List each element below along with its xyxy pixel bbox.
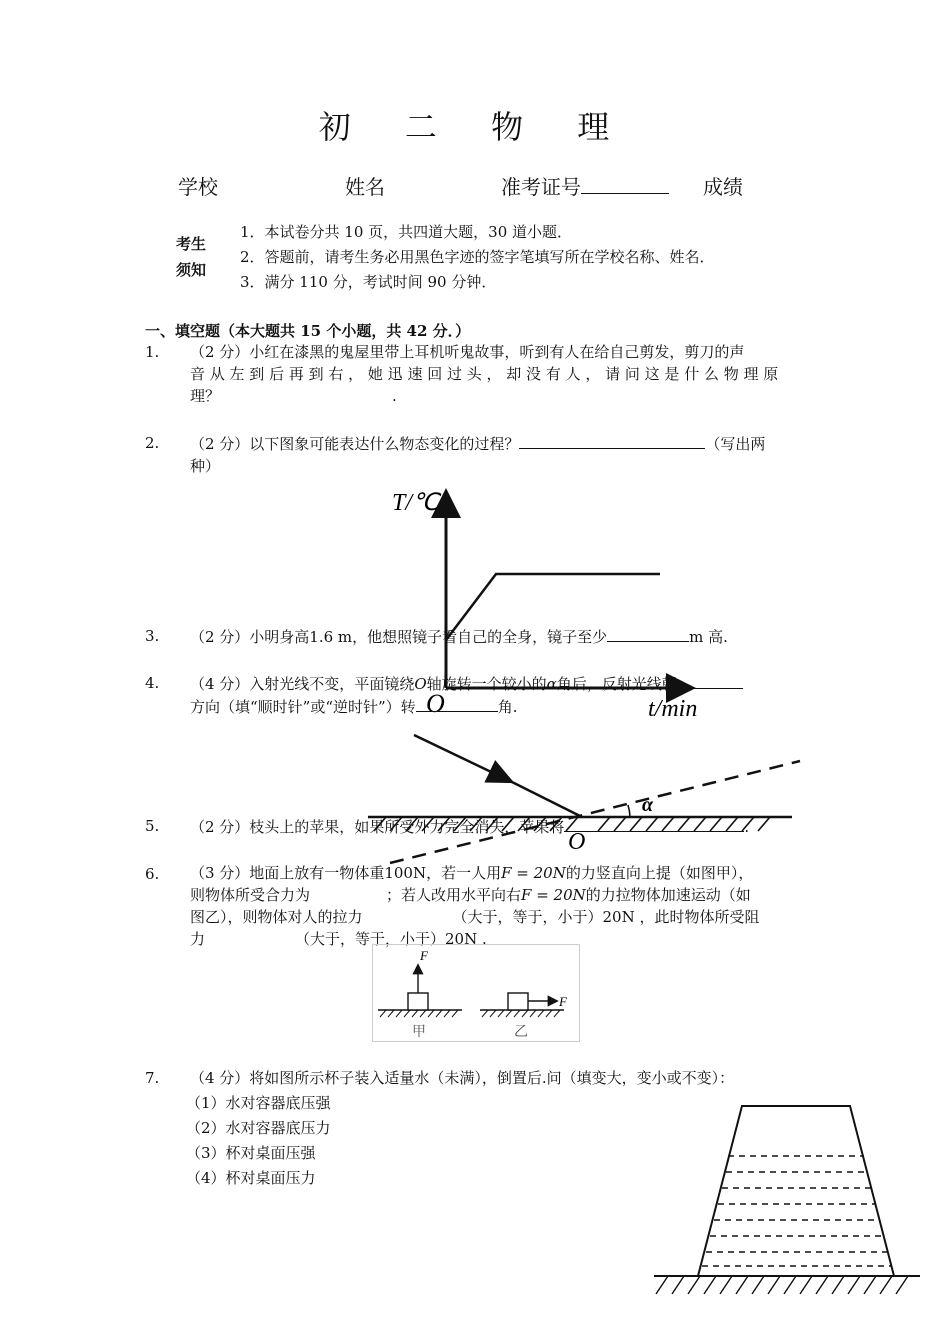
water-level-lines (702, 1156, 892, 1266)
notice-item: 2．答题前，请考生务必用黑色字迹的签字笔填写所在学校名称、姓名． (240, 248, 715, 266)
question-7-sub: （2）水对容器底压力 (186, 1119, 331, 1137)
force-value: F = 20N (501, 864, 566, 882)
answer-blank (677, 672, 743, 689)
answer-blank (416, 695, 498, 712)
question-6-text-e: ；若人改用水平向右 (386, 886, 522, 904)
question-number: 6. (145, 865, 160, 883)
name-field-label: 姓名 (345, 175, 385, 199)
force-label-yi: F (559, 994, 567, 1009)
question-4-text-d: 方向（填“顺时针”或“逆时针”）转 (190, 698, 416, 716)
school-field-label: 学校 (178, 175, 218, 199)
question-2-line: 种） (190, 457, 221, 475)
answer-blank (607, 625, 689, 642)
question-4-text-b: 轴旋转一个较小的 (426, 675, 547, 693)
question-6-text-g: 图乙），则物体对人的拉力 (190, 908, 363, 926)
question-7-sub: （3）杯对桌面压强 (186, 1144, 316, 1162)
weight-value: 100N (384, 864, 427, 882)
question-6-text (190, 862, 807, 950)
label-jia: 甲 (412, 1025, 426, 1040)
question-2-line (190, 432, 807, 455)
force-label-jia: F (420, 948, 428, 963)
question-7-sub: （4）杯对桌面压力 (186, 1169, 316, 1187)
question-number: 4. (145, 674, 160, 692)
question-6-text-j: （大于，等于，小于）20N . (295, 930, 487, 948)
question-number: 7. (145, 1069, 160, 1087)
block-yi (508, 993, 528, 1010)
incident-ray (414, 735, 510, 781)
force-diagram (372, 944, 580, 1042)
ground-hatching-yi (482, 1010, 560, 1017)
question-number: 2. (145, 434, 160, 452)
question-6-line (190, 862, 807, 884)
y-axis-label: T/℃ (392, 490, 439, 516)
question-number: 5. (145, 817, 160, 835)
exam-id-label: 准考证号 (501, 175, 581, 199)
cup-outline (698, 1106, 894, 1276)
question-number: 3. (145, 627, 160, 645)
question-3-text (190, 625, 807, 648)
force-value: F = 20N (521, 886, 586, 904)
notice-item: 1．本试卷分共 10 页，共四道大题，30 道小题． (240, 223, 573, 241)
question-6-line (190, 884, 807, 906)
ground-hatching-jia (380, 1010, 458, 1017)
question-4-text-c: 角后，反射光线朝 (556, 675, 677, 693)
question-6-text-a: （3 分）地面上放有一物体重 (190, 864, 385, 882)
question-1-line (190, 385, 807, 407)
question-2-text-b: （写出两 (705, 435, 766, 453)
pivot-label: O (568, 829, 586, 855)
question-1-line: （2 分）小红在漆黑的鬼屋里带上耳机听鬼故事，听到有人在给自己剪发，剪刀的声 (190, 343, 745, 361)
table-hatching (656, 1276, 908, 1294)
page-title: 初 二 物 理 (318, 108, 632, 146)
mirror-diagram (360, 725, 810, 875)
exam-id-field (501, 171, 669, 200)
notice-label-1: 考生 (176, 235, 207, 253)
question-6-text-f: 的力拉物体加速运动（如 (585, 886, 751, 904)
question-5-text-b: . (744, 818, 750, 836)
exam-id-blank (581, 177, 669, 194)
question-6-text-d: 则物体所受合力为 (190, 886, 311, 904)
question-6-text-h: （大于，等于，小于）20N ，此时物体所受阻 (452, 908, 760, 926)
question-4-text-a: （4 分）入射光线不变，平面镜绕 (190, 675, 415, 693)
score-field-label: 成绩 (703, 175, 743, 199)
answer-blank (564, 815, 744, 832)
notice-item: 3．满分 110 分，考试时间 90 分钟． (240, 273, 497, 291)
question-number: 1. (145, 343, 160, 361)
question-4-text (190, 672, 807, 718)
incident-ray-end (510, 781, 582, 817)
label-yi: 乙 (514, 1025, 528, 1040)
angle-label: α (642, 794, 654, 816)
question-1-line: 音 从 左 到 后 再 到 右 ， 她 迅 速 回 过 头 ， 却 没 有 人 ， 请 问 这 是 什 么 物 理 原 (190, 365, 779, 383)
question-2-text (190, 432, 807, 477)
block-jia (408, 993, 428, 1010)
question-1-text-b: . (392, 387, 397, 405)
question-4-line (190, 672, 807, 695)
question-7-sub: （1）水对容器底压强 (186, 1094, 331, 1112)
question-6-text-c: 的力竖直向上提（如图甲）， (565, 864, 754, 882)
question-6-text-b: ，若一人用 (426, 864, 502, 882)
question-2-text-a: （2 分）以下图象可能表达什么物态变化的过程？ (190, 435, 520, 453)
question-1-text (190, 341, 807, 407)
figure-border (373, 945, 580, 1042)
question-5-text-a: （2 分）枝头上的苹果，如果所受外力完全消失，苹果将 (190, 818, 565, 836)
answer-blank (519, 432, 705, 449)
question-1-text-a: 理？ (190, 387, 221, 405)
origin-label: O (426, 689, 445, 718)
question-6-line (190, 906, 807, 928)
x-axis-label: t/min (648, 696, 698, 722)
pivot-symbol: O (414, 675, 427, 693)
question-3-text-a: （2 分）小明身高1.6 m，他想照镜子看自己的全身，镜子至少 (190, 628, 608, 646)
rotated-mirror-line (390, 761, 800, 863)
question-7-text: （4 分）将如图所示杯子装入适量水（未满），倒置后.问（填变大，变小或不变）： (190, 1069, 735, 1087)
question-5-text (190, 815, 807, 838)
question-4-text-e: 角. (497, 698, 518, 716)
notice-label-2: 须知 (176, 261, 207, 279)
section-heading: 一、填空题（本大题共 15 个小题，共 42 分．） (145, 322, 471, 340)
question-3-text-b: m 高. (689, 628, 728, 646)
angle-symbol: α (546, 675, 557, 693)
question-4-line (190, 695, 807, 718)
question-6-text-i: 力 (190, 930, 206, 948)
cup-diagram (650, 1100, 930, 1310)
